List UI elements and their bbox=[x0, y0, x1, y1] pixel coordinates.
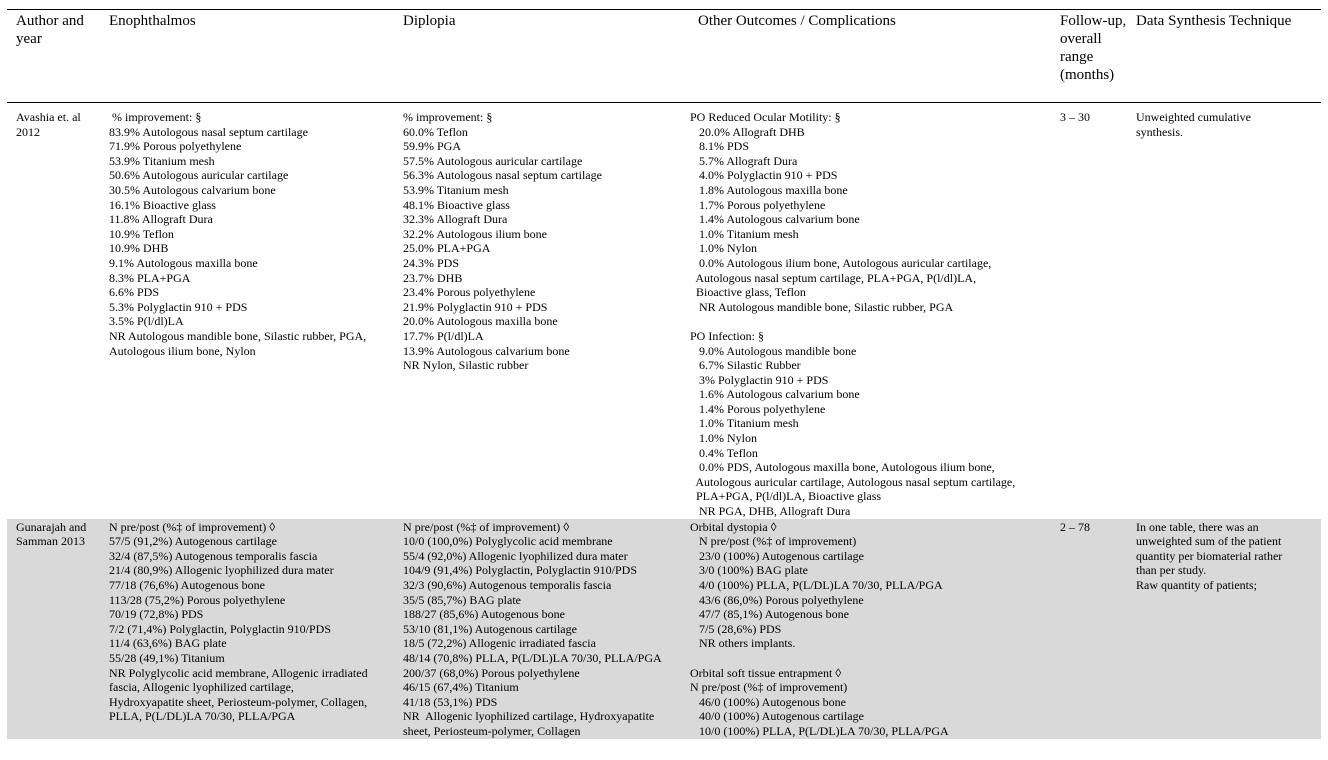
cell-line: 47/7 (85,1%) Autogenous bone bbox=[690, 607, 849, 622]
cell-line: Gunarajah and bbox=[16, 519, 87, 534]
cell-line: 48/14 (70,8%) PLLA, P(L/DL)LA 70/30, PLLA/PGA bbox=[403, 650, 662, 665]
cell-line: 30.5% Autologous calvarium bone bbox=[109, 182, 276, 197]
cell-synthesis bbox=[1136, 103, 1321, 519]
cell-line: N pre/post (%‡ of improvement) ◊ bbox=[109, 519, 276, 534]
cell-line: 104/9 (91,4%) Polyglactin, Polyglactin 910/PDS bbox=[403, 563, 637, 578]
cell-line: % improvement: § bbox=[109, 110, 202, 124]
cell-line: 57/5 (91,2%) Autogenous cartilage bbox=[109, 534, 277, 549]
cell-follow-up bbox=[1060, 519, 1136, 739]
cell-line: 1.0% Titanium mesh bbox=[690, 226, 799, 241]
cell-line: 21.9% Polyglactin 910 + PDS bbox=[403, 299, 548, 314]
cell-line: 50.6% Autologous auricular cartilage bbox=[109, 168, 289, 183]
cell-line: 10.9% DHB bbox=[109, 241, 169, 256]
cell-line: 77/18 (76,6%) Autogenous bone bbox=[109, 578, 265, 592]
cell-line: 55/28 (49,1%) Titanium bbox=[109, 650, 225, 665]
cell-line: 3 – 30 bbox=[1060, 110, 1090, 124]
cell-line: 20.0% Allograft DHB bbox=[690, 124, 805, 139]
cell-line: 20.0% Autologous maxilla bone bbox=[403, 314, 558, 329]
cell-line: 3% Polyglactin 910 + PDS bbox=[690, 372, 829, 387]
cell-line: NR Polyglycolic acid membrane, Allogenic irradiated bbox=[109, 665, 368, 680]
cell-line: N pre/post (%‡ of improvement) bbox=[690, 534, 857, 549]
cell-line: 71.9% Porous polyethylene bbox=[109, 139, 242, 154]
cell-line: Orbital dystopia ◊ bbox=[690, 519, 777, 534]
cell-line: 25.0% PLA+PGA bbox=[403, 241, 491, 256]
cell-line: 48.1% Bioactive glass bbox=[403, 197, 510, 212]
cell-line: 16.1% Bioactive glass bbox=[109, 197, 216, 212]
cell-line: 23/0 (100%) Autogenous cartilage bbox=[690, 548, 864, 563]
cell-line: Unweighted cumulative bbox=[1136, 110, 1251, 124]
cell-line: 3.5% P(l/dl)LA bbox=[109, 314, 184, 329]
cell-line: NR Nylon, Silastic rubber bbox=[403, 358, 529, 373]
header-diplopia: Diplopia bbox=[403, 10, 690, 103]
cell-line: Autologous nasal septum cartilage, PLA+PGA, P(l/dl)LA, bbox=[690, 270, 977, 285]
cell-line: 113/28 (75,2%) Porous polyethylene bbox=[109, 592, 286, 607]
cell-line: 188/27 (85,6%) Autogenous bone bbox=[403, 607, 565, 622]
cell-line: 56.3% Autologous nasal septum cartilage bbox=[403, 168, 602, 183]
header-row bbox=[7, 10, 1321, 103]
cell-line: N pre/post (%‡ of improvement) bbox=[690, 680, 848, 695]
data-table bbox=[7, 9, 1321, 739]
cell-line: N pre/post (%‡ of improvement) ◊ bbox=[403, 519, 570, 534]
cell-line: 9.1% Autologous maxilla bone bbox=[109, 255, 258, 270]
cell-line: 4/0 (100%) PLLA, P(L/DL)LA 70/30, PLLA/PGA bbox=[690, 578, 943, 592]
cell-line: 1.4% Porous polyethylene bbox=[690, 401, 826, 416]
cell-line: 18/5 (72,2%) Allogenic irradiated fascia bbox=[403, 636, 596, 651]
cell-line: Avashia et. al bbox=[16, 110, 81, 124]
cell-line: PO Reduced Ocular Motility: § bbox=[690, 110, 841, 124]
cell-line: 0.0% PDS, Autologous maxilla bone, Autologous ilium bone, bbox=[690, 460, 995, 475]
cell-line: 0.0% Autologous ilium bone, Autologous auricular cartilage, bbox=[690, 255, 992, 270]
cell-line: 4.0% Polyglactin 910 + PDS bbox=[690, 168, 838, 183]
cell-line: In one table, there was an bbox=[1136, 519, 1259, 534]
cell-line: PLA+PGA, P(l/dl)LA, Bioactive glass bbox=[690, 489, 882, 504]
cell-line: 40/0 (100%) Autogenous cartilage bbox=[690, 709, 864, 724]
cell-synthesis bbox=[1136, 519, 1321, 739]
cell-line: 7/2 (71,4%) Polyglactin, Polyglactin 910/PDS bbox=[109, 621, 331, 636]
header-other-outcomes: Other Outcomes / Complications bbox=[690, 10, 1060, 103]
cell-line: 1.7% Porous polyethylene bbox=[690, 197, 826, 212]
cell-line: % improvement: § bbox=[403, 110, 493, 124]
cell-line: 41/18 (53,1%) PDS bbox=[403, 694, 498, 709]
cell-enophthalmos bbox=[109, 519, 403, 739]
header-enophthalmos: Enophthalmos bbox=[109, 10, 403, 103]
cell-line: PLLA, P(L/DL)LA 70/30, PLLA/PGA bbox=[109, 709, 296, 724]
cell-author bbox=[7, 519, 109, 739]
cell-line: 70/19 (72,8%) PDS bbox=[109, 607, 204, 622]
cell-enophthalmos bbox=[109, 103, 403, 519]
cell-line: 17.7% P(l/dl)LA bbox=[403, 328, 484, 343]
cell-line: 23.4% Porous polyethylene bbox=[403, 285, 536, 300]
cell-line: 35/5 (85,7%) BAG plate bbox=[403, 592, 521, 607]
cell-line: 46/15 (67,4%) Titanium bbox=[403, 680, 519, 695]
cell-line: 8.3% PLA+PGA bbox=[109, 270, 191, 285]
cell-line: 23.7% DHB bbox=[403, 270, 463, 285]
cell-other-outcomes bbox=[690, 103, 1060, 519]
cell-line: 3/0 (100%) BAG plate bbox=[690, 563, 808, 578]
header-author-year: Author and year bbox=[7, 10, 109, 103]
cell-line: 32/3 (90,6%) Autogenous temporalis fascia bbox=[403, 578, 612, 592]
cell-line: 46/0 (100%) Autogenous bone bbox=[690, 694, 846, 709]
cell-line: synthesis. bbox=[1136, 124, 1184, 139]
cell-line: NR Autologous mandible bone, Silastic rubber, PGA, bbox=[109, 328, 367, 343]
header-follow-up: Follow-up, overall range (months) bbox=[1060, 10, 1136, 103]
cell-line: 11.8% Allograft Dura bbox=[109, 212, 213, 227]
cell-line: 2 – 78 bbox=[1060, 519, 1090, 534]
cell-line: 11/4 (63,6%) BAG plate bbox=[109, 636, 227, 651]
cell-line: 21/4 (80,9%) Allogenic lyophilized dura mater bbox=[109, 563, 334, 578]
cell-line: Autologous auricular cartilage, Autologous nasal septum cartilage, bbox=[690, 474, 1016, 489]
cell-line: unweighted sum of the patient bbox=[1136, 534, 1282, 549]
cell-line: 1.4% Autologous calvarium bone bbox=[690, 212, 860, 227]
cell-line: 200/37 (68,0%) Porous polyethylene bbox=[403, 665, 580, 680]
cell-line: 9.0% Autologous mandible bone bbox=[690, 343, 857, 358]
cell-line: 1.6% Autologous calvarium bone bbox=[690, 387, 860, 402]
cell-line: 2012 bbox=[16, 124, 40, 139]
cell-line: 5.3% Polyglactin 910 + PDS bbox=[109, 299, 248, 314]
table-row bbox=[7, 519, 1321, 739]
cell-diplopia bbox=[403, 103, 690, 519]
cell-line: 8.1% PDS bbox=[690, 139, 750, 154]
spacer bbox=[690, 314, 1060, 329]
cell-line: 60.0% Teflon bbox=[403, 124, 468, 139]
cell-line: 1.0% Titanium mesh bbox=[690, 416, 799, 431]
cell-other-outcomes bbox=[690, 519, 1060, 739]
spacer bbox=[690, 651, 1060, 666]
cell-line: NR Autologous mandible bone, Silastic rubber, PGA bbox=[690, 299, 954, 314]
cell-line: 32.3% Allograft Dura bbox=[403, 212, 508, 227]
cell-line: NR PGA, DHB, Allograft Dura bbox=[690, 504, 851, 519]
cell-follow-up bbox=[1060, 103, 1136, 519]
cell-line: 0.4% Teflon bbox=[690, 445, 758, 460]
cell-line: 57.5% Autologous auricular cartilage bbox=[403, 153, 583, 168]
cell-line: 55/4 (92,0%) Allogenic lyophilized dura mater bbox=[403, 548, 628, 563]
cell-line: 5.7% Allograft Dura bbox=[690, 153, 798, 168]
cell-line: 6.7% Silastic Rubber bbox=[690, 358, 801, 373]
cell-line: 24.3% PDS bbox=[403, 255, 460, 270]
cell-line: 1.0% Nylon bbox=[690, 431, 757, 446]
cell-line: NR others implants. bbox=[690, 636, 796, 651]
cell-line: 53.9% Titanium mesh bbox=[109, 153, 215, 168]
cell-diplopia bbox=[403, 519, 690, 739]
cell-line: 53.9% Titanium mesh bbox=[403, 182, 509, 197]
cell-line: 59.9% PGA bbox=[403, 139, 462, 154]
cell-line: 32/4 (87,5%) Autogenous temporalis fascia bbox=[109, 548, 318, 563]
cell-line: 13.9% Autologous calvarium bone bbox=[403, 343, 570, 358]
cell-line: 1.8% Autologous maxilla bone bbox=[690, 182, 848, 197]
cell-line: 6.6% PDS bbox=[109, 285, 160, 300]
cell-line: 43/6 (86,0%) Porous polyethylene bbox=[690, 592, 864, 607]
cell-line: NR Allogenic lyophilized cartilage, Hydroxyapatite bbox=[403, 709, 655, 724]
cell-author bbox=[7, 103, 109, 519]
cell-line: 53/10 (81,1%) Autogenous cartilage bbox=[403, 621, 577, 636]
cell-line: Hydroxyapatite sheet, Periosteum-polymer, Collagen, bbox=[109, 694, 368, 709]
cell-line: Raw quantity of patients; bbox=[1136, 578, 1257, 592]
cell-line: Autologous ilium bone, Nylon bbox=[109, 343, 256, 358]
cell-line: 7/5 (28,6%) PDS bbox=[690, 621, 782, 636]
table-row bbox=[7, 103, 1321, 519]
header-data-synthesis: Data Synthesis Technique bbox=[1136, 10, 1321, 103]
cell-line: quantity per biomaterial rather bbox=[1136, 548, 1283, 563]
cell-line: 10/0 (100,0%) Polyglycolic acid membrane bbox=[403, 534, 613, 549]
cell-line: fascia, Allogenic lyophilized cartilage, bbox=[109, 680, 294, 695]
cell-line: PO Infection: § bbox=[690, 328, 764, 343]
cell-line: 83.9% Autologous nasal septum cartilage bbox=[109, 124, 308, 139]
cell-line: 10.9% Teflon bbox=[109, 226, 174, 241]
cell-line: sheet, Periosteum-polymer, Collagen bbox=[403, 723, 581, 738]
cell-line: Samman 2013 bbox=[16, 534, 85, 549]
cell-line: 1.0% Nylon bbox=[690, 241, 757, 256]
cell-line: 32.2% Autologous ilium bone bbox=[403, 226, 547, 241]
cell-line: Bioactive glass, Teflon bbox=[690, 285, 806, 300]
cell-line: 10/0 (100%) PLLA, P(L/DL)LA 70/30, PLLA/PGA bbox=[690, 723, 949, 738]
cell-line: than per study. bbox=[1136, 563, 1207, 578]
cell-line: Orbital soft tissue entrapment ◊ bbox=[690, 665, 842, 680]
